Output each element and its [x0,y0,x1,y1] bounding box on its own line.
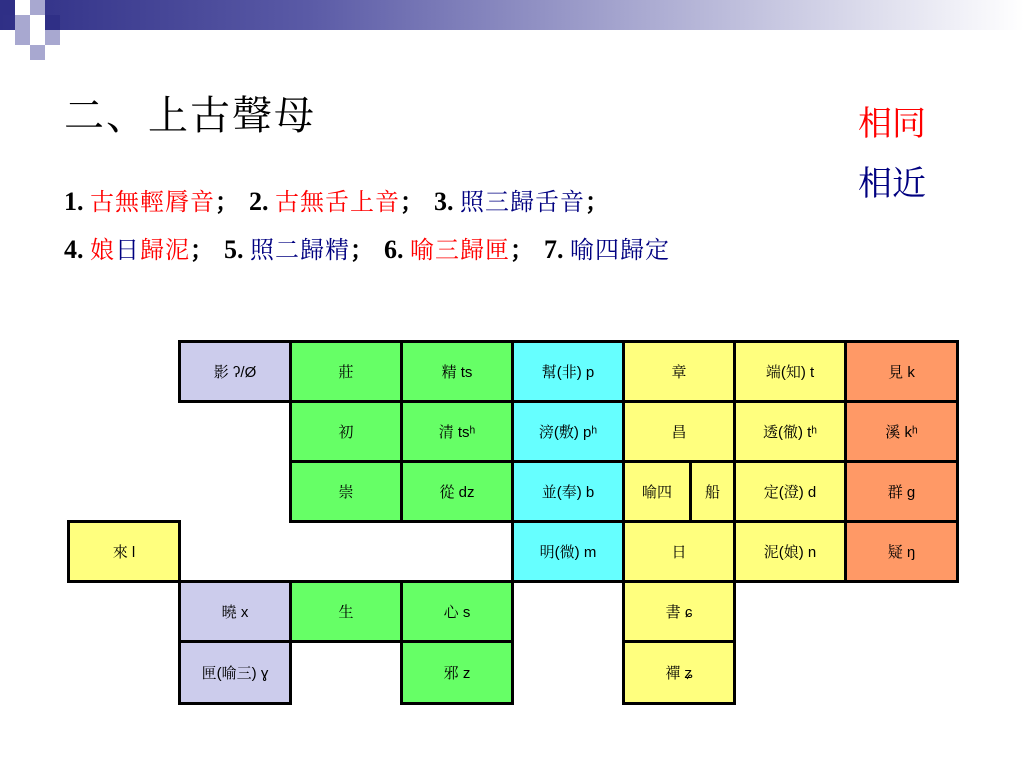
initial-cell: 溪 kʰ [844,400,959,463]
initial-cell: 影 ʔ/Ø [178,340,292,403]
rule-number: 3. [434,187,460,216]
initial-cell: 疑 ŋ [844,520,959,583]
rule-number: 1. [64,187,90,216]
initial-cell: 匣(喻三) ɣ [178,640,292,705]
initial-cell: 邪 z [400,640,514,705]
rule-separator: ； [585,187,609,216]
initial-cell: 心 s [400,580,514,643]
rule-text: 照三歸舌音 [460,188,585,216]
rule-text: 日 [115,236,140,264]
deco-square [45,30,60,45]
deco-square [30,45,45,60]
rule-separator: ； [400,187,424,216]
rule-text: 喻三歸匣 [410,236,510,264]
deco-square [0,0,15,15]
rule-number: 4. [64,235,90,264]
initial-cell: 泥(娘) n [733,520,847,583]
initial-cell: 書 ɕ [622,580,736,643]
legend-same: 相同 [858,104,926,144]
initial-cell: 端(知) t [733,340,847,403]
initial-cell: 見 k [844,340,959,403]
rule-number: 6. [384,235,410,264]
legend-similar: 相近 [858,164,926,204]
initial-cell: 船 [689,460,736,523]
initial-cell: 滂(敷) pʰ [511,400,625,463]
deco-square [15,30,30,45]
initial-cell: 喻四 [622,460,692,523]
deco-square [30,15,45,30]
initial-cell: 並(奉) b [511,460,625,523]
rule-number: 7. [544,235,570,264]
rule-line-2 [64,230,670,265]
initial-cell: 幫(非) p [511,340,625,403]
deco-square [45,15,60,30]
rule-text: 照二歸精 [250,236,350,264]
initial-cell: 禪 ʑ [622,640,736,705]
rule-line-1 [64,182,619,217]
rule-number: 2. [249,187,275,216]
initial-cell: 崇 [289,460,403,523]
rule-text: 歸泥 [140,236,190,264]
rule-text: 娘 [90,236,115,264]
initial-cell: 來 l [67,520,181,583]
initial-cell: 章 [622,340,736,403]
initial-cell: 清 tsʰ [400,400,514,463]
initial-cell: 昌 [622,400,736,463]
rule-separator: ； [510,235,534,264]
initial-cell: 透(徹) tʰ [733,400,847,463]
initial-cell: 生 [289,580,403,643]
header-gradient-bar [0,0,1024,30]
slide-title: 二、上古聲母 [64,93,316,139]
initial-cell: 明(微) m [511,520,625,583]
deco-square [15,0,30,15]
initial-cell: 莊 [289,340,403,403]
rule-text: 古無輕脣音 [90,188,215,216]
initial-cell: 定(澄) d [733,460,847,523]
deco-square [0,30,15,45]
rule-separator: ； [215,187,239,216]
rule-text: 喻四歸定 [570,236,670,264]
rule-number: 5. [224,235,250,264]
initial-cell: 日 [622,520,736,583]
initial-cell: 群 g [844,460,959,523]
rule-text: 古無舌上音 [275,188,400,216]
initial-cell: 曉 x [178,580,292,643]
deco-square [30,0,45,15]
deco-square [15,15,30,30]
initial-cell: 從 dz [400,460,514,523]
rule-separator: ； [350,235,374,264]
rule-separator: ； [190,235,214,264]
initial-cell: 精 ts [400,340,514,403]
initial-cell: 初 [289,400,403,463]
